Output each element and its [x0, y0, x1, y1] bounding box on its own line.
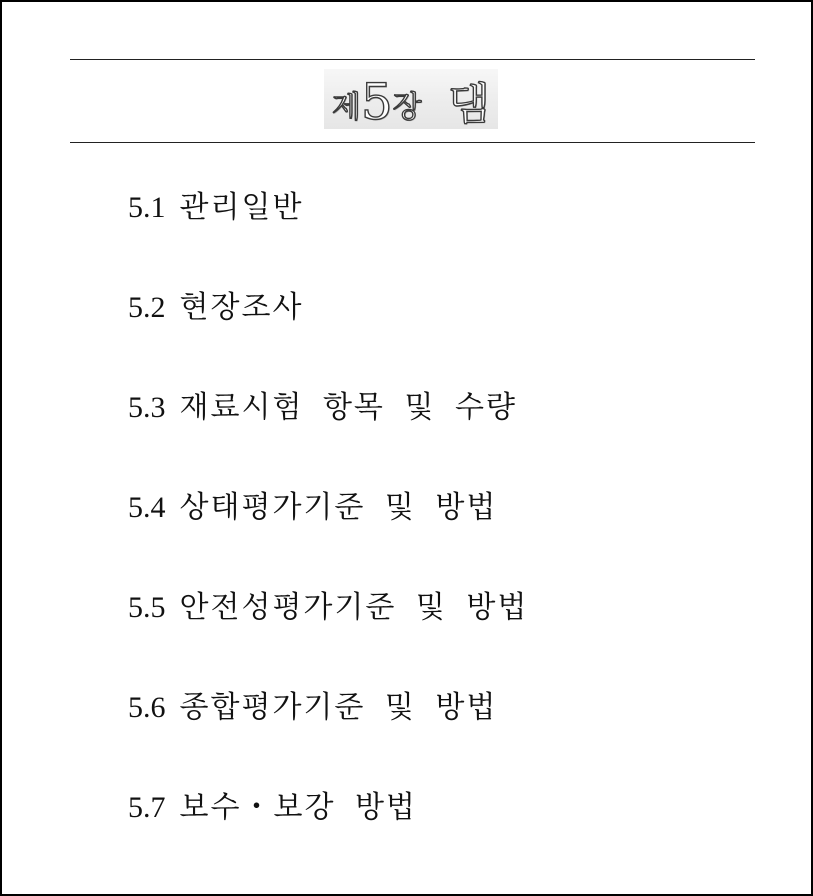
toc-number: 5.5 — [128, 591, 166, 624]
toc-item-5-7 — [128, 786, 528, 886]
toc-number: 5.2 — [128, 291, 166, 324]
chapter-suffix: 장 — [392, 90, 422, 125]
toc-title: 현장조사 — [179, 290, 304, 325]
toc-title: 종합평가기준 및 방법 — [179, 690, 498, 725]
bottom-rule — [70, 142, 755, 143]
toc-item-5-3 — [128, 386, 528, 486]
table-of-contents — [128, 186, 528, 886]
toc-number: 5.3 — [128, 391, 166, 424]
toc-title: 관리일반 — [179, 190, 304, 225]
chapter-title — [324, 69, 498, 129]
toc-item-5-6 — [128, 686, 528, 786]
toc-title: 안전성평가기준 및 방법 — [179, 590, 529, 625]
toc-item-5-4 — [128, 486, 528, 586]
toc-title: 보수・보강 방법 — [179, 790, 417, 825]
toc-item-5-1 — [128, 186, 528, 286]
toc-number: 5.7 — [128, 791, 166, 824]
chapter-prefix: 제 — [331, 90, 361, 125]
toc-item-5-5 — [128, 586, 528, 686]
toc-number: 5.6 — [128, 691, 166, 724]
top-rule — [70, 59, 755, 60]
toc-title: 상태평가기준 및 방법 — [179, 490, 498, 525]
chapter-number: 5 — [360, 73, 393, 131]
toc-number: 5.4 — [128, 491, 166, 524]
chapter-name: 댐 — [447, 79, 491, 130]
toc-item-5-2 — [128, 286, 528, 386]
toc-number: 5.1 — [128, 191, 166, 224]
toc-title: 재료시험 항목 및 수량 — [179, 390, 517, 425]
